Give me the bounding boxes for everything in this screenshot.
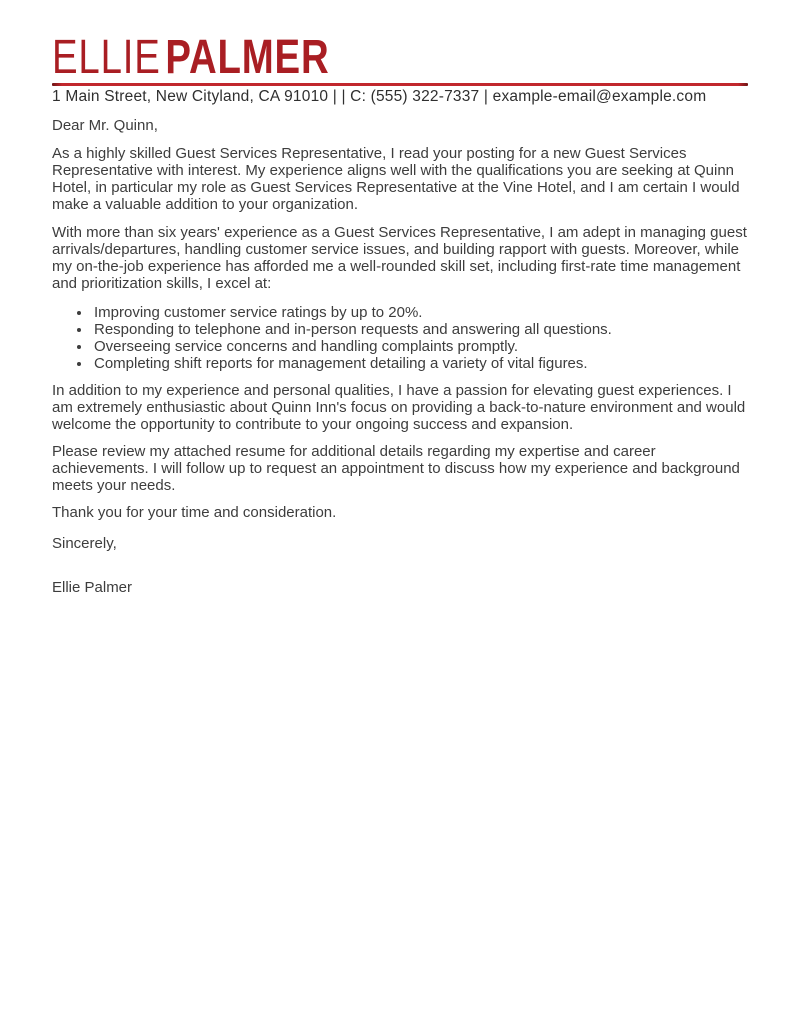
last-name: PALMER (165, 31, 330, 84)
first-name: ELLIE (52, 31, 161, 84)
paragraph-passion: In addition to my experience and personal qualities, I have a passion for elevating guest experiences. I am extremely enthusiastic about Quinn Inn's focus on providing a back-to-nature environment and would welcome the opportunity to contribute to your ongoing success and expansion. (52, 382, 746, 433)
paragraph-resume: Please review my attached resume for additional details regarding my expertise and career achievements. I will follow up to request an appointment to discuss how my experience and background meets your needs. (52, 443, 740, 494)
paragraph-thanks: Thank you for your time and consideration. (52, 504, 337, 521)
contact-line: 1 Main Street, New Cityland, CA 91010 | | C: (555) 322-7337 | example-email@example.com (52, 88, 707, 105)
person-name (52, 31, 609, 84)
skills-bullet-list (52, 304, 748, 372)
bullet-item: • Responding to telephone and in-person requests and answering all questions. (92, 321, 748, 338)
signature-name: Ellie Palmer (52, 579, 133, 596)
paragraph-intro: As a highly skilled Guest Services Representative, I read your posting for a new Guest Services Representative with interest. My experience aligns well with the qualifications you are seeking at Quinn Hotel, in particular my role as Guest Services Representative at the Vine Hotel, and I am certain I would make a valuable addition to your organization. (52, 145, 740, 213)
letterhead (52, 31, 748, 105)
bullet-item: • Completing shift reports for management detailing a variety of vital figures. (92, 355, 748, 372)
salutation: Dear Mr. Quinn, (52, 117, 158, 134)
letter-body (52, 117, 748, 596)
bullet-item: • Improving customer service ratings by up to 20%. (92, 304, 748, 321)
valediction: Sincerely, (52, 535, 117, 552)
bullet-item: • Overseeing service concerns and handling complaints promptly. (92, 338, 748, 355)
paragraph-experience: With more than six years' experience as a Guest Services Representative, I am adept in managing guest arrivals/departures, handling customer service issues, and building rapport with guests. Moreover, while my on-the-job experience has afforded me a well-rounded skill set, including first-rate time management and prioritization skills, I excel at: (52, 224, 747, 292)
